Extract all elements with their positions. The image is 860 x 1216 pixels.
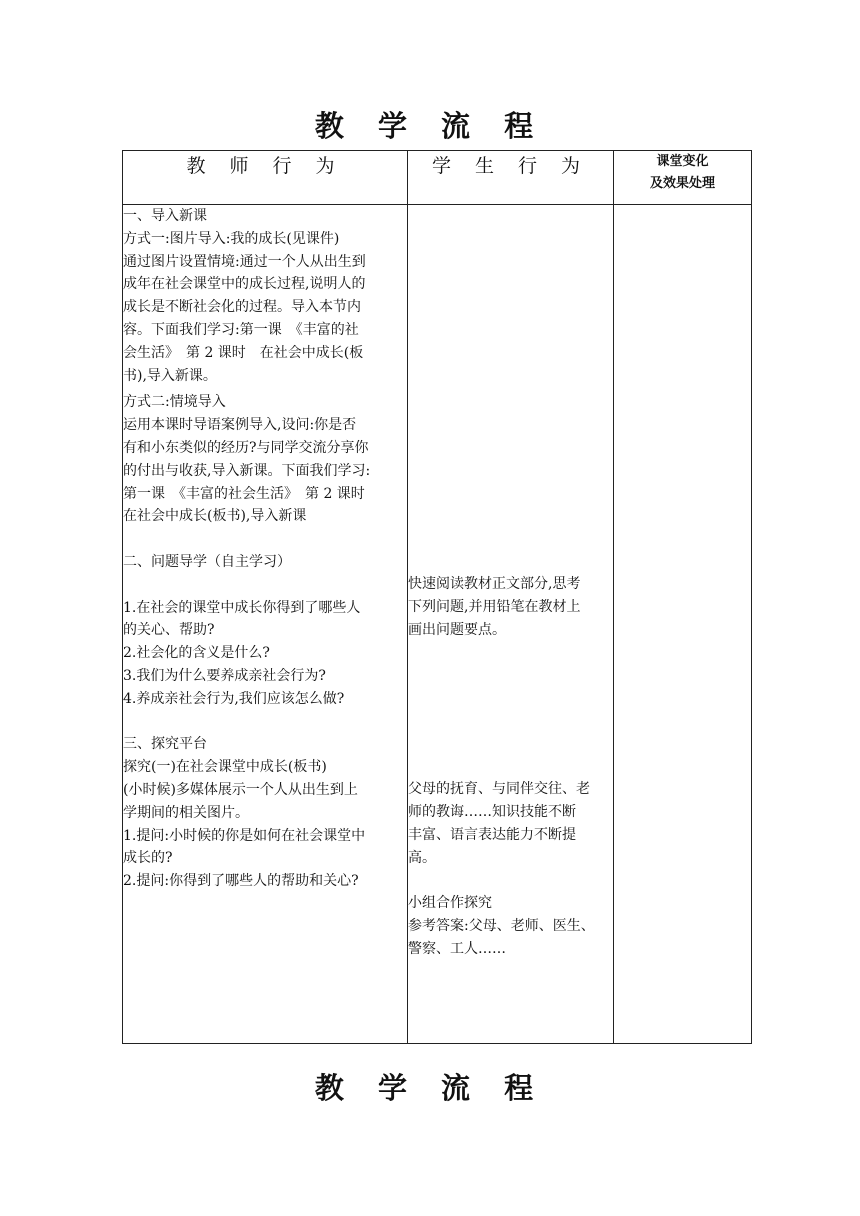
method-one-line: 通过图片设置情境:通过一个人从出生到 bbox=[123, 253, 366, 270]
method-one-line: 容。下面我们学习:第一课 《丰富的社 bbox=[123, 321, 359, 338]
method-one-label: 方式一:图片导入:我的成长(见课件) bbox=[123, 230, 340, 247]
student-line: 下列问题,并用铅笔在教材上 bbox=[408, 598, 581, 615]
explore-line: (小时候)多媒体展示一个人从出生到上 bbox=[123, 781, 358, 798]
method-two-line: 有和小东类似的经历?与同学交流分享你 bbox=[123, 439, 369, 456]
explore-line: 1.提问:小时候的你是如何在社会课堂中 bbox=[123, 827, 366, 844]
page-title-repeat: 教 学 流 程 bbox=[314, 1071, 546, 1105]
explore-line: 学期间的相关图片。 bbox=[123, 804, 249, 821]
student-line: 父母的抚育、与同伴交往、老 bbox=[408, 781, 590, 798]
student-line: 师的教诲……知识技能不断 bbox=[408, 804, 576, 821]
header-col3-line1: 课堂变化 bbox=[656, 154, 709, 169]
method-one-line: 书),导入新课。 bbox=[123, 367, 217, 384]
question-item: 1.在社会的课堂中成长你得到了哪些人 bbox=[123, 599, 361, 616]
section-explore-title: 三、探究平台 bbox=[123, 736, 207, 753]
header-classroom-change bbox=[614, 151, 752, 205]
student-behavior-cell bbox=[408, 205, 614, 1044]
method-one-line: 成长是不断社会化的过程。导入本节内 bbox=[123, 299, 361, 316]
teaching-flow-table bbox=[122, 150, 752, 1044]
method-one-line: 会生活》 第 2 课时 在社会中成长(板 bbox=[123, 344, 364, 361]
table-header-row bbox=[123, 151, 752, 205]
method-two-label: 方式二:情境导入 bbox=[123, 394, 226, 411]
method-two-line: 运用本课时导语案例导入,设问:你是否 bbox=[123, 417, 357, 434]
student-line: 高。 bbox=[408, 849, 436, 866]
explore-line: 成长的? bbox=[123, 850, 173, 867]
classroom-change-cell bbox=[614, 205, 752, 1044]
teacher-behavior-cell bbox=[123, 205, 408, 1044]
student-line: 快速阅读教材正文部分,思考 bbox=[408, 576, 581, 592]
explore-line: 2.提问:你得到了哪些人的帮助和关心? bbox=[123, 873, 359, 890]
header-col3-line2: 及效果处理 bbox=[649, 176, 715, 191]
question-item: 的关心、帮助? bbox=[123, 622, 215, 639]
student-line: 警察、工人…… bbox=[408, 940, 506, 957]
method-two-line: 的付出与收获,导入新课。下面我们学习: bbox=[123, 462, 371, 479]
question-item: 3.我们为什么要养成亲社会行为? bbox=[123, 667, 326, 684]
question-item: 2.社会化的含义是什么? bbox=[123, 645, 270, 662]
table-body-row bbox=[123, 205, 752, 1044]
student-line: 参考答案:父母、老师、医生、 bbox=[408, 918, 595, 935]
method-two-line: 第一课 《丰富的社会生活》 第 2 课时 bbox=[123, 485, 365, 502]
student-line: 丰富、语言表达能力不断提 bbox=[408, 826, 576, 843]
page-title: 教 学 流 程 bbox=[314, 109, 546, 143]
explore-heading: 探究(一)在社会课堂中成长(板书) bbox=[123, 759, 327, 776]
question-item: 4.养成亲社会行为,我们应该怎么做? bbox=[123, 690, 345, 707]
section-questions-title: 二、问题导学（自主学习） bbox=[123, 553, 291, 570]
section-intro-title: 一、导入新课 bbox=[123, 208, 207, 224]
student-line: 画出问题要点。 bbox=[408, 621, 506, 638]
header-teacher-behavior: 教 师 行 为 bbox=[123, 151, 408, 205]
method-two-line: 在社会中成长(板书),导入新课 bbox=[123, 508, 307, 525]
header-student-behavior: 学 生 行 为 bbox=[408, 151, 614, 205]
method-one-line: 成年在社会课堂中的成长过程,说明人的 bbox=[123, 276, 366, 293]
student-line: 小组合作探究 bbox=[408, 895, 492, 912]
